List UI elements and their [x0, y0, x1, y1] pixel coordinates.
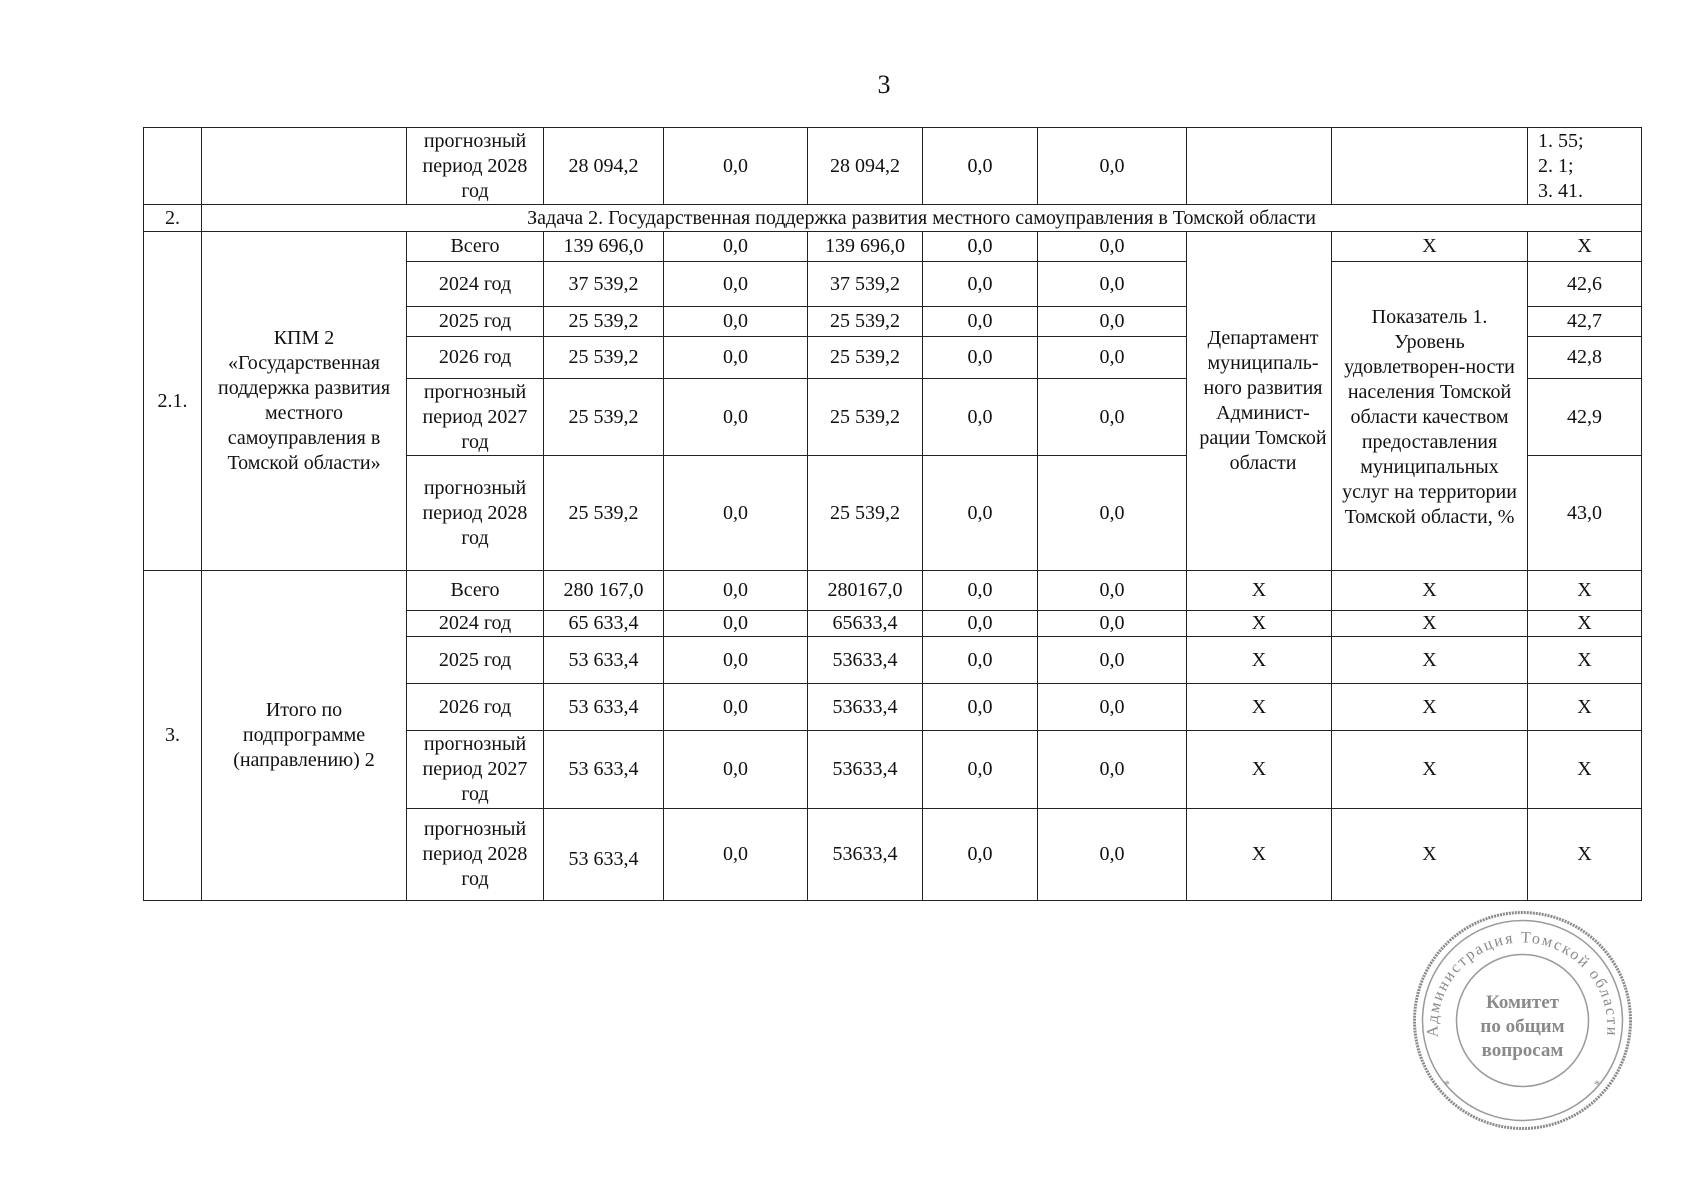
- cell-local: 0,0: [923, 684, 1038, 731]
- cell-executor: X: [1187, 809, 1332, 901]
- cell-period: прогнозный период 2028 год: [407, 456, 544, 571]
- cell-other: 0,0: [1038, 731, 1187, 809]
- cell-total: 139 696,0: [544, 232, 664, 262]
- cell-executor: X: [1187, 571, 1332, 611]
- cell-indicator-x: X: [1332, 232, 1528, 262]
- cell-total: 280 167,0: [544, 571, 664, 611]
- task-title: Задача 2. Государственная поддержка развития местного самоуправления в Томской области: [202, 205, 1642, 232]
- cell-indicator: X: [1332, 684, 1528, 731]
- cell-regional: 25 539,2: [808, 307, 923, 337]
- cell-period: 2024 год: [407, 611, 544, 637]
- cell-total: 25 539,2: [544, 456, 664, 571]
- cell-local: 0,0: [923, 262, 1038, 307]
- budget-table: [143, 127, 1642, 901]
- task-number: 2.: [144, 205, 202, 232]
- cell-target: X: [1528, 637, 1642, 684]
- cell-other: 0,0: [1038, 456, 1187, 571]
- cell-regional: 53633,4: [808, 809, 923, 901]
- cell-regional: 25 539,2: [808, 337, 923, 379]
- stamp-line-1: Комитет: [1486, 992, 1559, 1013]
- cell-name: [202, 128, 407, 205]
- cell-total: 25 539,2: [544, 379, 664, 456]
- cell-other: 0,0: [1038, 262, 1187, 307]
- cell-target: 42,8: [1528, 337, 1642, 379]
- cell-local: 0,0: [923, 379, 1038, 456]
- cell-federal: 0,0: [664, 262, 808, 307]
- cell-local: 0,0: [923, 571, 1038, 611]
- cell-period: 2026 год: [407, 684, 544, 731]
- cell-federal: 0,0: [664, 379, 808, 456]
- cell-total: 53 633,4: [544, 809, 664, 901]
- cell-total: 37 539,2: [544, 262, 664, 307]
- cell-indicator: X: [1332, 809, 1528, 901]
- cell-federal: 0,0: [664, 571, 808, 611]
- table-row: [144, 205, 1642, 232]
- cell-total: 28 094,2: [544, 128, 664, 205]
- total-name: Итого по подпрограмме (направлению) 2: [202, 571, 407, 901]
- cell-other: 0,0: [1038, 571, 1187, 611]
- cell-local: 0,0: [923, 128, 1038, 205]
- cell-regional: 53633,4: [808, 684, 923, 731]
- cell-other: 0,0: [1038, 307, 1187, 337]
- cell-target: 1. 55; 2. 1; 3. 41.: [1528, 128, 1642, 205]
- cell-regional: 53633,4: [808, 637, 923, 684]
- cell-federal: 0,0: [664, 637, 808, 684]
- total-number: 3.: [144, 571, 202, 901]
- cell-local: 0,0: [923, 337, 1038, 379]
- cell-period: Всего: [407, 571, 544, 611]
- cell-other: 0,0: [1038, 128, 1187, 205]
- cell-period: прогнозный период 2028 год: [407, 809, 544, 901]
- cell-local: 0,0: [923, 611, 1038, 637]
- cell-executor: [1187, 128, 1332, 205]
- cell-regional: 25 539,2: [808, 379, 923, 456]
- cell-target: 43,0: [1528, 456, 1642, 571]
- kpm-name: КПМ 2 «Государственная поддержка развития местного самоуправления в Томской области»: [202, 232, 407, 571]
- cell-local: 0,0: [923, 307, 1038, 337]
- cell-federal: 0,0: [664, 809, 808, 901]
- cell-other: 0,0: [1038, 809, 1187, 901]
- kpm-indicator: Показатель 1. Уровень удовлетворен-ности населения Томской области качеством предоставления муниципальных услуг на территории Томской области, %: [1332, 262, 1528, 571]
- page-number: 3: [877, 70, 891, 99]
- cell-federal: 0,0: [664, 337, 808, 379]
- cell-target: 42,7: [1528, 307, 1642, 337]
- cell-regional: 25 539,2: [808, 456, 923, 571]
- cell-total: 53 633,4: [544, 731, 664, 809]
- cell-federal: 0,0: [664, 731, 808, 809]
- cell-period: Всего: [407, 232, 544, 262]
- cell-indicator: X: [1332, 611, 1528, 637]
- cell-period: 2026 год: [407, 337, 544, 379]
- cell-target: 42,9: [1528, 379, 1642, 456]
- official-stamp: [1410, 908, 1635, 1133]
- cell-regional: 139 696,0: [808, 232, 923, 262]
- cell-local: 0,0: [923, 232, 1038, 262]
- table-row: [144, 232, 1642, 262]
- kpm-number: 2.1.: [144, 232, 202, 571]
- cell-target: 42,6: [1528, 262, 1642, 307]
- cell-period: прогнозный период 2027 год: [407, 379, 544, 456]
- cell-executor: X: [1187, 731, 1332, 809]
- cell-period: прогнозный период 2028 год: [407, 128, 544, 205]
- cell-federal: 0,0: [664, 611, 808, 637]
- table-row: [144, 571, 1642, 611]
- cell-period: 2025 год: [407, 637, 544, 684]
- cell-regional: 280167,0: [808, 571, 923, 611]
- cell-target: X: [1528, 684, 1642, 731]
- cell-federal: 0,0: [664, 232, 808, 262]
- cell-target: X: [1528, 731, 1642, 809]
- cell-target: X: [1528, 232, 1642, 262]
- cell-period: 2024 год: [407, 262, 544, 307]
- cell-other: 0,0: [1038, 379, 1187, 456]
- cell-indicator: [1332, 128, 1528, 205]
- stamp-ring-text: Администрация Томской области: [1424, 929, 1621, 1038]
- cell-target: X: [1528, 611, 1642, 637]
- cell-regional: 53633,4: [808, 731, 923, 809]
- cell-indicator: X: [1332, 571, 1528, 611]
- stamp-line-2: по общим: [1480, 1016, 1565, 1037]
- cell-local: 0,0: [923, 456, 1038, 571]
- cell-regional: 28 094,2: [808, 128, 923, 205]
- stamp-star-left: *: [1444, 1077, 1450, 1091]
- stamp-star-right: *: [1594, 1077, 1600, 1091]
- cell-total: 65 633,4: [544, 611, 664, 637]
- cell-local: 0,0: [923, 731, 1038, 809]
- cell-other: 0,0: [1038, 337, 1187, 379]
- cell-total: 25 539,2: [544, 337, 664, 379]
- cell-other: 0,0: [1038, 232, 1187, 262]
- cell-target: X: [1528, 809, 1642, 901]
- cell-executor: X: [1187, 684, 1332, 731]
- cell-indicator: X: [1332, 637, 1528, 684]
- cell-other: 0,0: [1038, 611, 1187, 637]
- stamp-line-3: вопросам: [1481, 1040, 1564, 1061]
- cell-total: 53 633,4: [544, 684, 664, 731]
- cell-executor: X: [1187, 611, 1332, 637]
- kpm-executor: Департамент муниципаль-ного развития Админист-рации Томской области: [1187, 232, 1332, 571]
- cell-local: 0,0: [923, 637, 1038, 684]
- cell-local: 0,0: [923, 809, 1038, 901]
- table-row: [144, 128, 1642, 205]
- cell-executor: X: [1187, 637, 1332, 684]
- cell-federal: 0,0: [664, 684, 808, 731]
- cell-other: 0,0: [1038, 684, 1187, 731]
- cell-regional: 37 539,2: [808, 262, 923, 307]
- cell-federal: 0,0: [664, 128, 808, 205]
- cell-num: [144, 128, 202, 205]
- cell-target: X: [1528, 571, 1642, 611]
- cell-indicator: X: [1332, 731, 1528, 809]
- cell-regional: 65633,4: [808, 611, 923, 637]
- cell-total: 53 633,4: [544, 637, 664, 684]
- cell-federal: 0,0: [664, 456, 808, 571]
- cell-federal: 0,0: [664, 307, 808, 337]
- cell-total: 25 539,2: [544, 307, 664, 337]
- cell-other: 0,0: [1038, 637, 1187, 684]
- cell-period: 2025 год: [407, 307, 544, 337]
- cell-period: прогнозный период 2027 год: [407, 731, 544, 809]
